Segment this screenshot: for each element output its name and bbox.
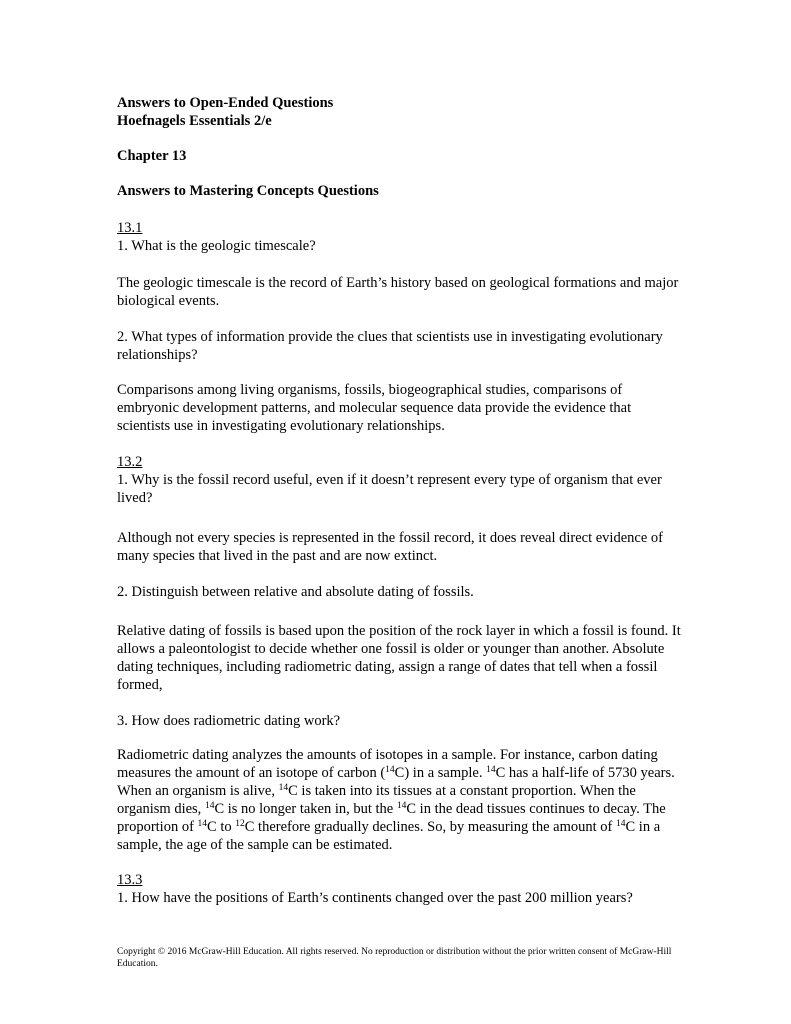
question: 2. Distinguish between relative and absolute dating of fossils. (117, 584, 474, 600)
copyright-footer: Copyright © 2016 McGraw-Hill Education. All rights reserved. No reproduction or distribution without the prior written consent of McGraw-Hill Education. (117, 946, 672, 969)
question: 3. How does radiometric dating work? (117, 713, 341, 729)
section-13-3 (117, 871, 687, 907)
answer-text: C in a sample, the age of the sample can be estimated. (117, 819, 661, 853)
question: 1. What is the geologic timescale? (117, 238, 316, 254)
doc-title (117, 94, 687, 130)
answer-text: C is no longer taken in, but the (214, 801, 397, 817)
superscript: 14 (616, 819, 626, 829)
answer-text: C therefore gradually declines. So, by measuring the amount of (244, 819, 617, 835)
answer-radiometric (117, 746, 687, 854)
superscript: 14 (486, 765, 496, 775)
section-number: 13.2 (117, 454, 143, 470)
superscript: 12 (235, 819, 245, 829)
superscript: 14 (204, 801, 215, 811)
superscript: 14 (385, 765, 395, 775)
superscript: 14 (197, 819, 208, 829)
answer-text: C is taken into its tissues at a constant proportion. When the organism dies, (117, 783, 636, 817)
answer-text: Radiometric dating analyzes the amounts of isotopes in a sample. For instance, carbon dating measures the amount of an isotope of carbon ( (117, 747, 658, 781)
answer-text: C has a half-life of 5730 years. When an organism is alive, (117, 765, 675, 799)
section-heading: Answers to Mastering Concepts Questions (117, 183, 379, 199)
answer: Comparisons among living organisms, fossils, biogeographical studies, comparisons of embryonic development patterns, and molecular sequence data provide the evidence that scientists use in investigating evolutionary relationships. (117, 382, 632, 434)
chapter-heading: Chapter 13 (117, 148, 187, 164)
section-13-2 (117, 453, 687, 507)
answer: Although not every species is represented in the fossil record, it does reveal direct evidence of many species that lived in the past and are now extinct. (117, 530, 663, 564)
question: 1. How have the positions of Earth’s continents changed over the past 200 million years? (117, 890, 633, 906)
section-number: 13.1 (117, 220, 143, 236)
question: 1. Why is the fossil record useful, even if it doesn’t represent every type of organism that ever lived? (117, 472, 662, 506)
answer-text: C in the dead tissues continues to decay. The proportion of (117, 801, 666, 835)
section-number: 13.3 (117, 872, 143, 888)
superscript: 14 (278, 783, 289, 793)
title-line-2: Hoefnagels Essentials 2/e (117, 113, 272, 129)
question: 2. What types of information provide the clues that scientists use in investigating evolutionary relationships? (117, 329, 663, 363)
section-13-1 (117, 219, 687, 255)
answer-text: C) in a sample. (394, 765, 487, 781)
superscript: 14 (396, 801, 407, 811)
answer-text: C to (207, 819, 236, 835)
answer: Relative dating of fossils is based upon the position of the rock layer in which a fossil is found. It allows a paleontologist to decide whether one fossil is older or younger than another. Absolute dating techniques, including radiometric dating, assign a range of dates that tell when a fossil formed, (117, 623, 681, 693)
title-line-1: Answers to Open-Ended Questions (117, 95, 334, 111)
answer: The geologic timescale is the record of Earth’s history based on geological formations and major biological events. (117, 275, 679, 309)
